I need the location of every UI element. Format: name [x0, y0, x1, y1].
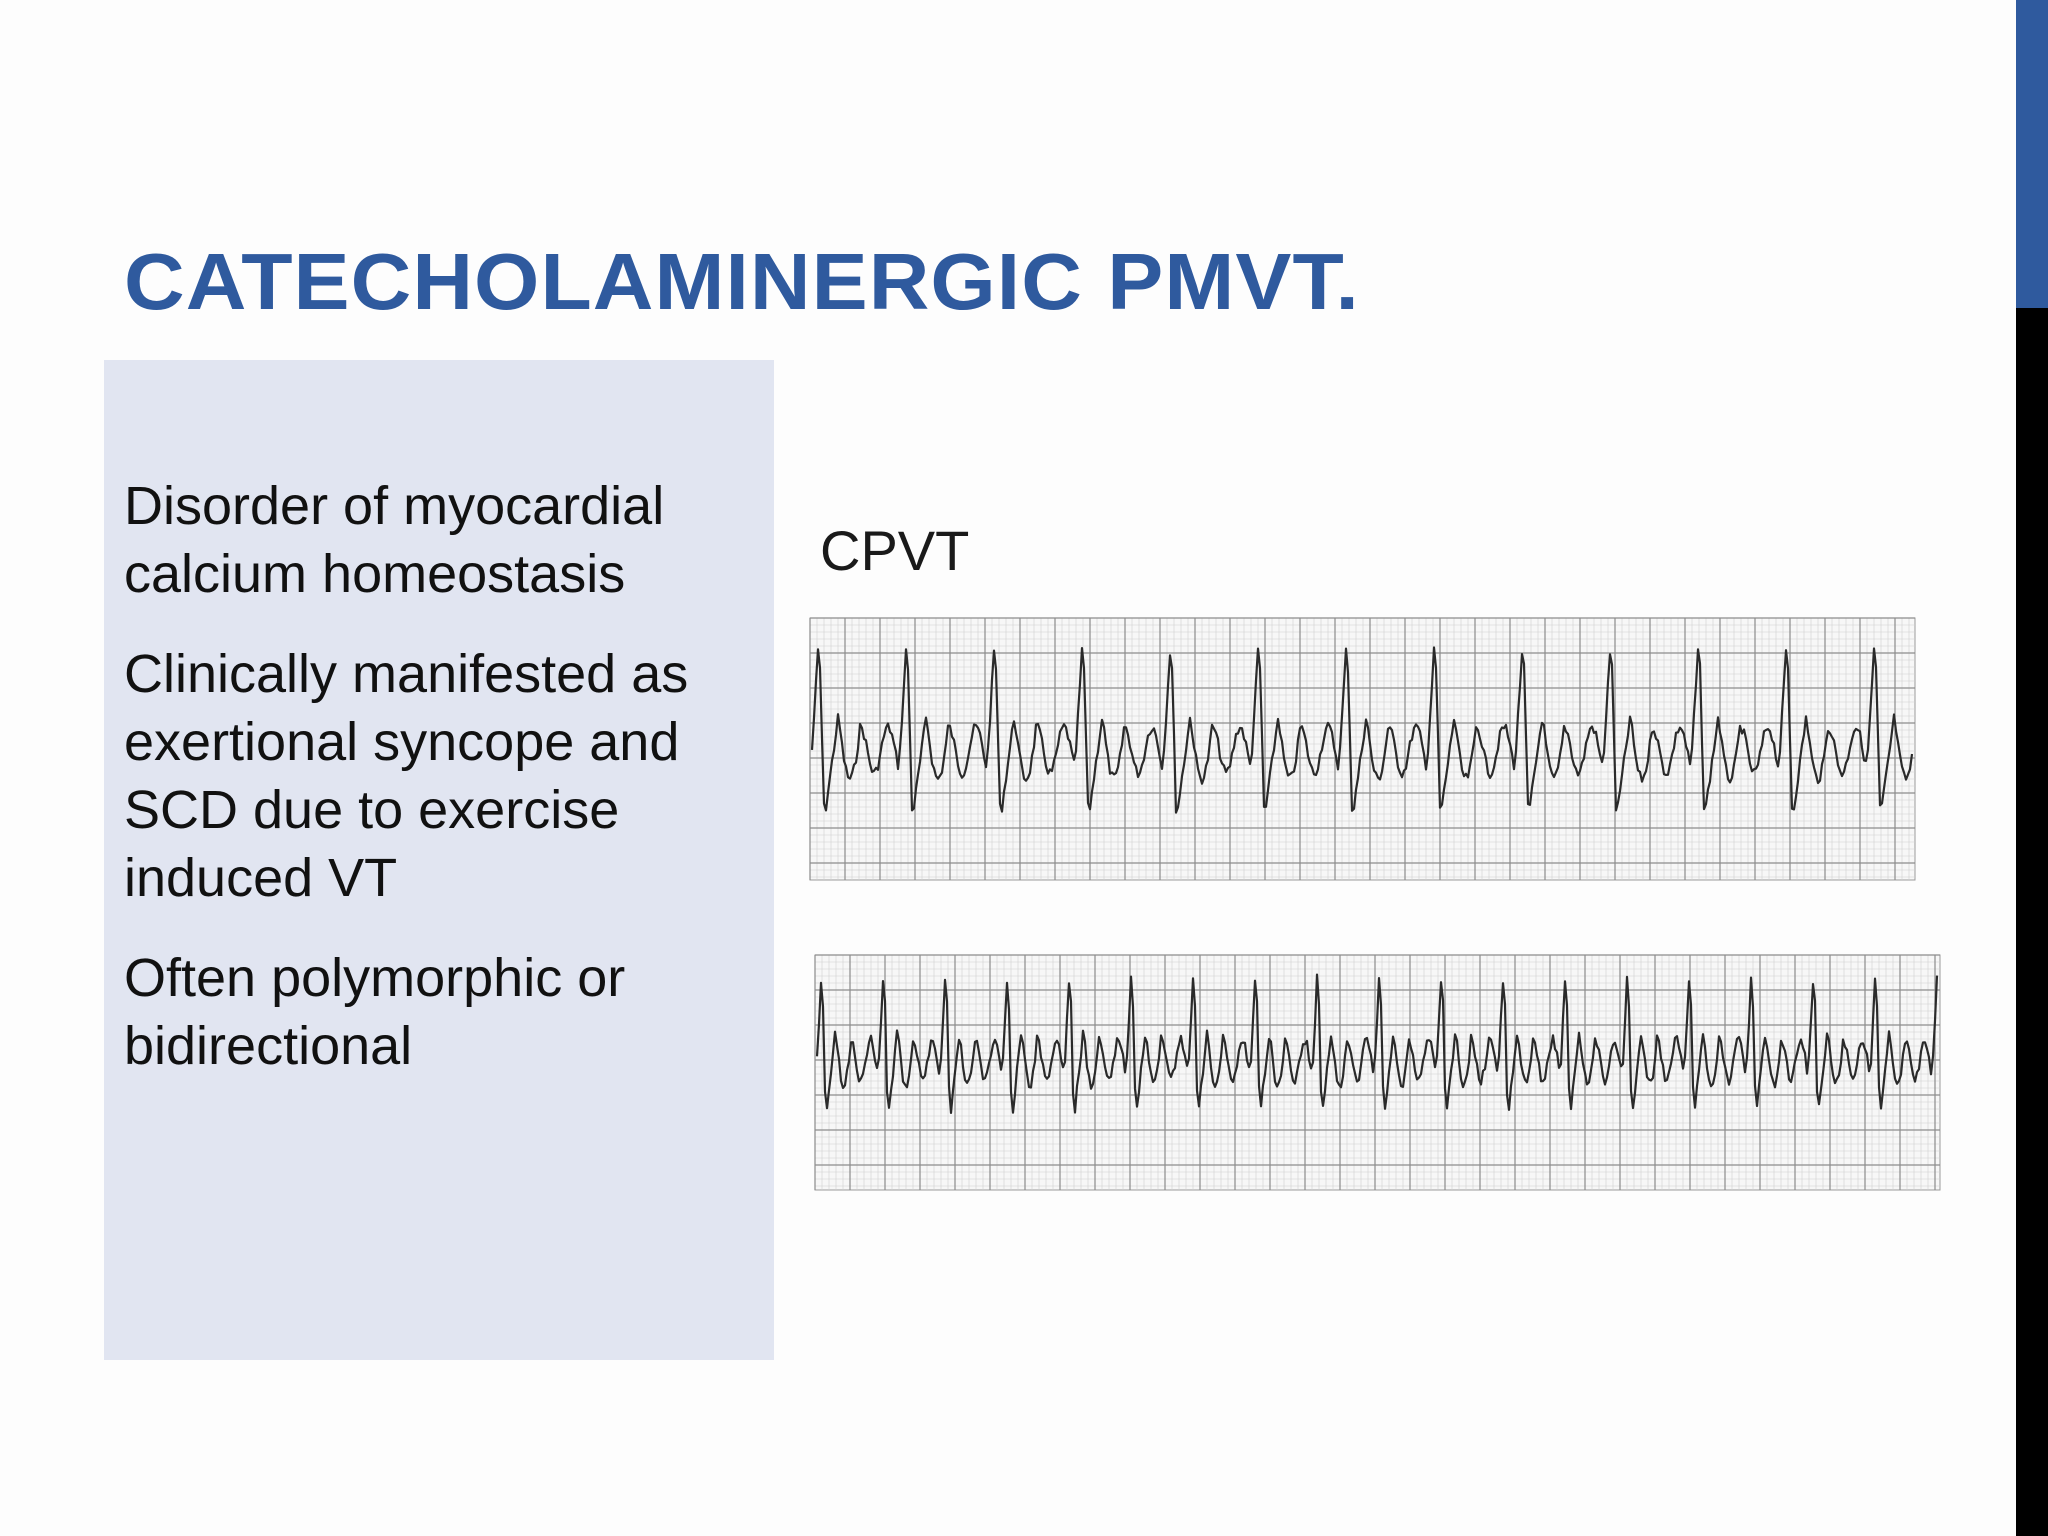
bullet-item: Disorder of myocardial calcium homeostasis	[124, 476, 665, 604]
ecg-label: CPVT	[820, 519, 970, 582]
slide-title: CATECHOLAMINERGIC PMVT.	[124, 237, 1360, 326]
edge-bar	[2016, 308, 2048, 1536]
ecg-strip-image	[800, 500, 1950, 1210]
accent-bar	[2016, 0, 2048, 308]
bullet-item: Often polymorphic or bidirectional	[124, 948, 626, 1076]
bullet-item: Clinically manifested as exertional syncope and SCD due to exercise induced VT	[124, 644, 689, 908]
text-panel	[104, 360, 774, 1360]
bullet-list	[124, 472, 764, 1112]
ecg-strip-bottom	[815, 955, 1940, 1190]
ecg-strip-top	[810, 618, 1915, 880]
